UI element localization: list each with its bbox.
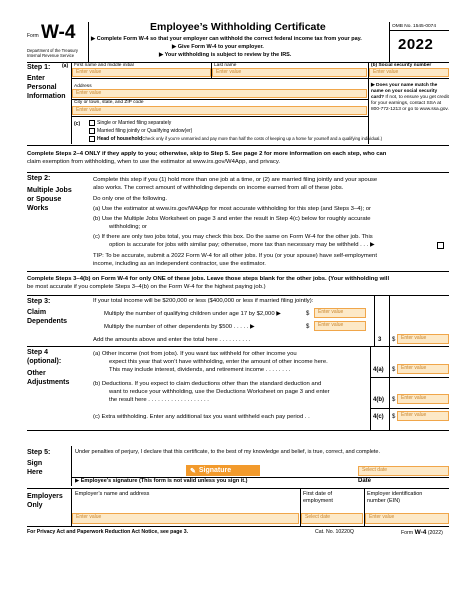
step1-sub1: Enter [27, 75, 45, 82]
head-of-household-checkbox[interactable] [89, 136, 95, 142]
first-name-label: First name and middle initial [74, 63, 134, 68]
signature-button[interactable] [186, 465, 260, 476]
qualifying-children-input[interactable]: Enter value [314, 308, 366, 318]
ein-input[interactable]: Enter value [365, 513, 449, 524]
step1-sub3: Information [27, 93, 66, 100]
ssn-note [371, 83, 449, 113]
step4-sub2: Adjustments [27, 379, 70, 386]
signature-date-input[interactable]: Select date [358, 466, 449, 476]
last-name-input[interactable]: Enter value [212, 68, 367, 77]
instr3: ▶ Your withholding is subject to review by the IRS. [159, 52, 292, 58]
step4-sub1: Other [27, 370, 46, 377]
single-label: Single or Married filing separately [97, 120, 172, 126]
signature-caption: ▶ Employee’s signature (This form is not valid unless you sign it.) [75, 478, 248, 484]
married-jointly-checkbox[interactable] [89, 128, 95, 134]
step2-sub1: Multiple Jobs [27, 187, 72, 194]
step5-sub2: Here [27, 469, 43, 476]
step4-sub0: (optional): [27, 358, 62, 365]
footer-form [401, 529, 443, 537]
form-name: W-4 [41, 22, 76, 43]
step3-number: 3 [378, 337, 382, 343]
date-label: Date [358, 478, 372, 484]
step4-a1: (a) Other income (not from jobs). If you want tax withheld for other income you [93, 351, 297, 357]
ssn-label: (b) Social security number [371, 63, 432, 68]
step1-a-label: (a) [62, 63, 69, 69]
footer-form-name: W-4 [414, 529, 427, 536]
ssn-note-text: If not, to ensure you get credit for your earnings, contact SSA at 800-772-1213 or go to www.ssa.gov. [371, 94, 449, 112]
step2-p1: Complete this step if you (1) hold more than one job at a time, or (2) are married filing jointly and your spouse [93, 177, 378, 183]
step2-option-b2: withholding; or [109, 224, 147, 230]
married-jointly-label: Married filing jointly or Qualifying widow(er) [97, 128, 193, 134]
step4b-dollar: $ [392, 397, 396, 403]
step3-dollar3: $ [392, 337, 396, 343]
signature-caption-text: Employee’s signature (This form is not valid unless you sign it.) [80, 478, 248, 484]
footer-form-year: (2022) [427, 530, 443, 536]
intro2-line2: be most accurate if you complete Steps 3–4(b) on the Form W-4 for the highest paying job.) [27, 284, 266, 290]
step3-line1: Multiply the number of qualifying children under age 17 by $2,000 ▶ [104, 311, 281, 317]
step4a-dollar: $ [392, 367, 396, 373]
employers-label1: Employers [27, 493, 63, 500]
form-label: Form [27, 33, 39, 39]
signature-pen-icon: ✎ [190, 467, 196, 475]
step2-tip1: TIP: To be accurate, submit a 2022 Form W-4 for all other jobs. If you (or your spouse) have self-employment [93, 253, 377, 259]
perjury-statement: Under penalties of perjury, I declare that this certificate, to the best of my knowledge and belief, is true, correct, and complete. [75, 449, 381, 455]
ein-label2: number (EIN) [367, 498, 401, 504]
address-label: Address [74, 84, 92, 89]
first-name-input[interactable]: Enter value [72, 68, 211, 77]
ein-label1: Employer identification [367, 491, 423, 497]
head-of-household-note: (Check only if you’re unmarried and pay more than half the costs of keeping up a home for yourself and a qualifying individual.) [141, 136, 382, 141]
instr1: ▶ Complete Form W-4 so that your employer can withhold the correct federal income tax from your pay. [91, 36, 362, 42]
step4b-number: 4(b) [373, 397, 384, 403]
first-date-label2: employment [303, 498, 333, 504]
ssn-note-bold: ▶ Does your name match the name on your social security card? [371, 83, 438, 100]
step1-c-label: (c) [74, 121, 81, 127]
step2-label: Step 2: [27, 175, 51, 182]
step4c-number: 4(c) [373, 414, 384, 420]
dept-line2: Internal Revenue Service [27, 53, 75, 58]
city-label: City or town, state, and ZIP code [74, 100, 144, 105]
two-jobs-checkbox[interactable] [437, 242, 444, 249]
step4-label: Step 4 [27, 349, 49, 356]
tax-year: 2022 [398, 36, 434, 53]
step3-sub2: Dependents [27, 318, 68, 325]
step4-b1: (b) Deductions. If you expect to claim deductions other than the standard deduction and [93, 381, 322, 387]
step3-dollar2: $ [306, 324, 310, 330]
step2-tip2: income, including as an independent contractor, use the estimator. [93, 261, 266, 267]
step4-c1: (c) Extra withholding. Enter any additional tax you want withheld each pay period . . [93, 414, 310, 420]
step3-total-input[interactable]: Enter value [397, 334, 449, 344]
omb-number: OMB No. 1545-0074 [392, 24, 436, 29]
intro-line1: Complete Steps 2–4 ONLY if they apply to you; otherwise, skip to Step 5. See page 2 for more information on each step, who can [27, 151, 387, 157]
step4c-dollar: $ [392, 414, 396, 420]
step3-line2: Multiply the number of other dependents by $500 . . . . . ▶ [104, 324, 255, 330]
city-input[interactable]: Enter value [72, 106, 367, 115]
first-date-label1: First date of [303, 491, 333, 497]
deductions-input[interactable]: Enter value [397, 394, 449, 404]
address-input[interactable]: Enter value [72, 89, 367, 98]
intro-line2: claim exemption from withholding, when to use the estimator at www.irs.gov/W4App, and privacy. [27, 159, 280, 165]
single-checkbox[interactable] [89, 120, 95, 126]
ssn-input[interactable]: Enter value [369, 68, 449, 77]
step1-sub2: Personal [27, 84, 57, 91]
step3-sub1: Claim [27, 309, 47, 316]
step3-dollar1: $ [306, 311, 310, 317]
step2-sub3: Works [27, 205, 49, 212]
page-title: Employee’s Withholding Certificate [150, 21, 326, 33]
head-of-household-label: Head of household [97, 136, 142, 142]
footer-cat-no: Cat. No. 10220Q [315, 529, 354, 535]
step1-label: Step 1: [27, 64, 51, 71]
step2-p2: also works. The correct amount of withholding depends on income earned from all of these jobs. [93, 185, 344, 191]
step2-option-c1: (c) If there are only two jobs total, you may check this box. Do the same on Form W-4 for the other job. This [93, 234, 373, 240]
footer-privacy: For Privacy Act and Paperwork Reduction Act Notice, see page 3. [27, 529, 189, 535]
employer-name-label: Employer’s name and address [75, 491, 150, 497]
instr2: ▶ Give Form W-4 to your employer. [172, 44, 264, 50]
step4-a3: This may include interest, dividends, and retirement income . . . . . . . . [109, 367, 291, 373]
step5-label: Step 5: [27, 449, 51, 456]
other-income-input[interactable]: Enter value [397, 364, 449, 374]
footer-form-prefix: Form [401, 530, 414, 536]
extra-withholding-input[interactable]: Enter value [397, 411, 449, 421]
step2-option-a: (a) Use the estimator at www.irs.gov/W4App for most accurate withholding for this step (and Steps 3–4); or [93, 206, 371, 212]
dept-line1: Department of the Treasury [27, 48, 78, 53]
other-dependents-input[interactable]: Enter value [314, 321, 366, 331]
step4a-number: 4(a) [373, 367, 384, 373]
step4-b2: want to reduce your withholding, use the Deductions Worksheet on page 3 and enter [109, 389, 330, 395]
last-name-label: Last name [214, 63, 237, 68]
step5-sub1: Sign [27, 460, 43, 467]
step3-line3: Add the amounts above and enter the total here . . . . . . . . . . [93, 337, 251, 343]
step2-option-c2: option is accurate for jobs with similar pay; otherwise, more tax than necessary may be withheld . . . ▶ [109, 242, 375, 248]
step2-sub2: or Spouse [27, 196, 62, 203]
step2-option-b1: (b) Use the Multiple Jobs Worksheet on page 3 and enter the result in Step 4(c) below for roughly accurate [93, 216, 371, 222]
employers-label2: Only [27, 502, 43, 509]
intro2-line1: Complete Steps 3–4(b) on Form W-4 for only ONE of these jobs. Leave those steps blank for the other jobs. (Your withholding will [27, 276, 390, 282]
step4-b3: the result here . . . . . . . . . . . . . . . . . . . [109, 397, 209, 403]
step3-intro: If your total income will be $200,000 or less ($400,000 or less if married filing jointly): [93, 298, 314, 304]
step3-label: Step 3: [27, 298, 51, 305]
employer-name-input[interactable]: Enter value [72, 513, 299, 524]
step4-a2: expect this year that won’t have withholding, enter the amount of other income here. [109, 359, 328, 365]
step2-p3: Do only one of the following. [93, 196, 168, 202]
first-date-input[interactable]: Select date [301, 513, 363, 524]
signature-button-label: Signature [198, 467, 232, 474]
